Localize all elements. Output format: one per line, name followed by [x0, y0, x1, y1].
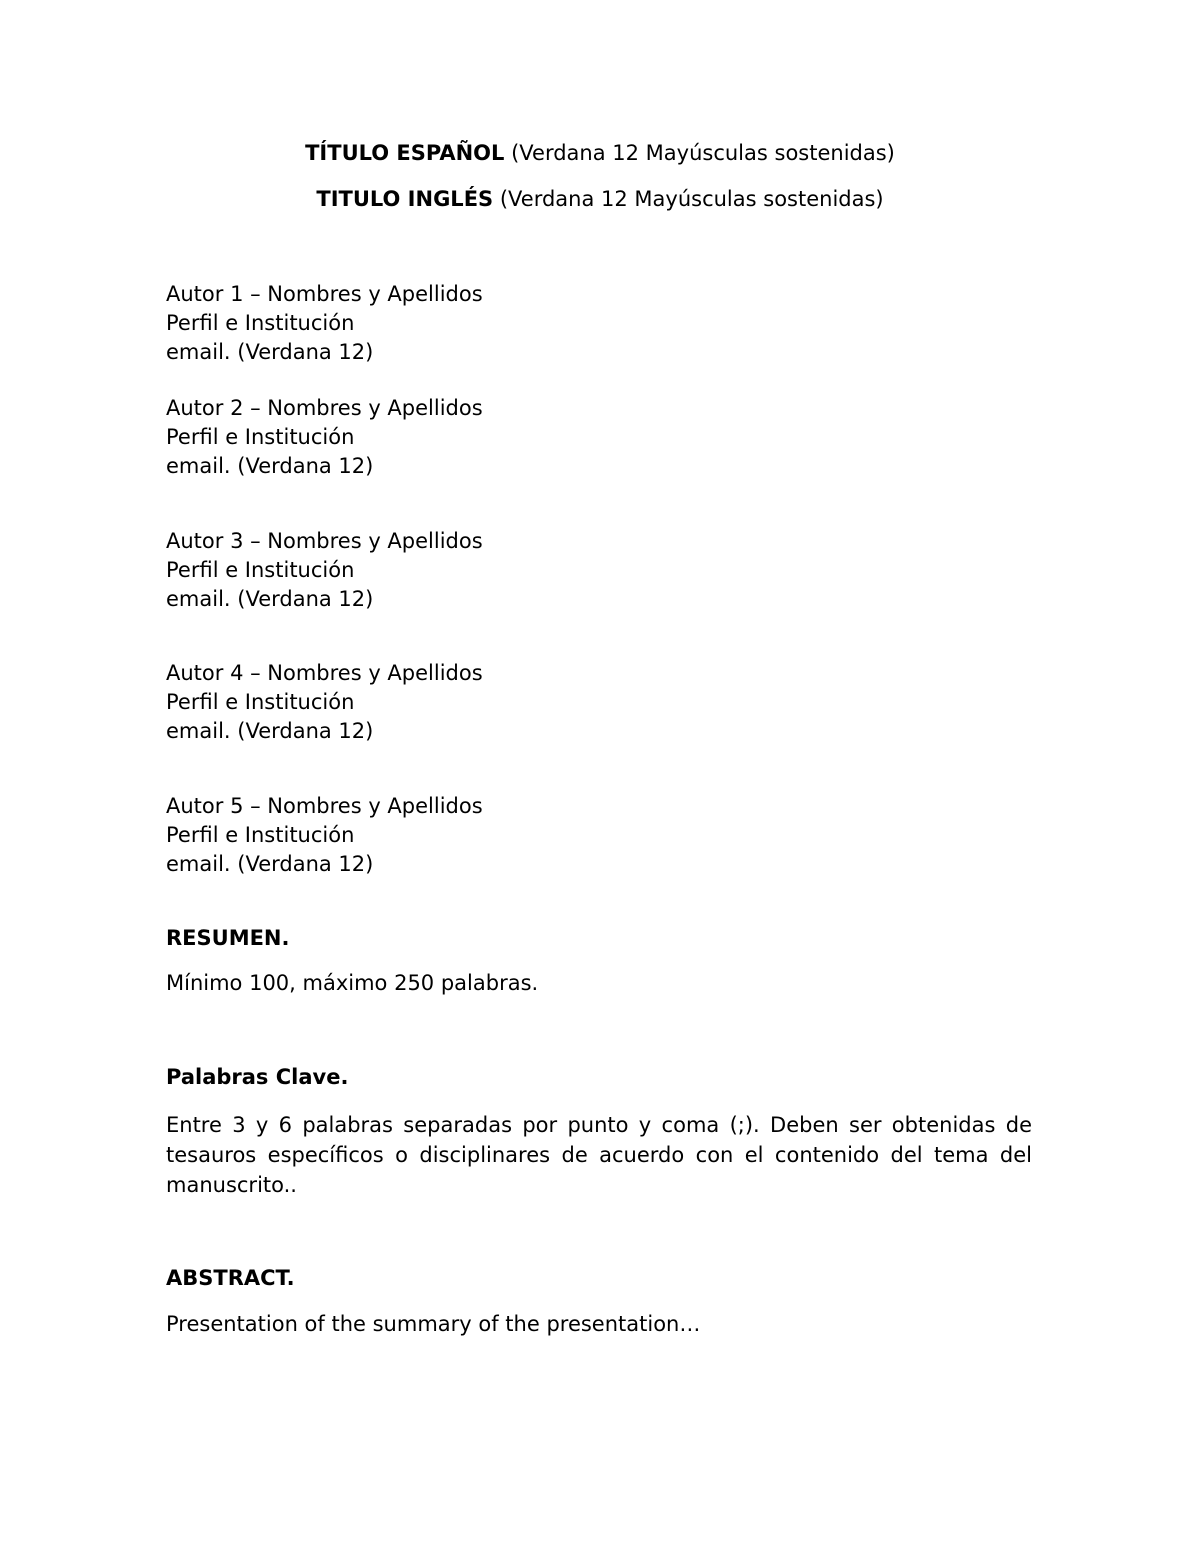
author-profile: Perfil e Institución: [166, 558, 355, 582]
author-4: [166, 659, 1036, 746]
author-profile: Perfil e Institución: [166, 311, 355, 335]
abstract-text: Presentation of the summary of the presentation…: [166, 1312, 701, 1336]
author-name: Autor 5 – Nombres y Apellidos: [166, 794, 483, 818]
author-email: email. (Verdana 12): [166, 340, 374, 364]
author-1: [166, 280, 1036, 367]
author-profile: Perfil e Institución: [166, 823, 355, 847]
author-name: Autor 4 – Nombres y Apellidos: [166, 661, 483, 685]
author-email: email. (Verdana 12): [166, 587, 374, 611]
author-3: [166, 527, 1036, 614]
resumen-text: Mínimo 100, máximo 250 palabras.: [166, 971, 539, 995]
author-name: Autor 2 – Nombres y Apellidos: [166, 396, 483, 420]
author-email: email. (Verdana 12): [166, 719, 374, 743]
author-name: Autor 1 – Nombres y Apellidos: [166, 282, 483, 306]
author-profile: Perfil e Institución: [166, 690, 355, 714]
spanish-title-main: TÍTULO ESPAÑOL: [305, 141, 505, 165]
author-2: [166, 394, 1036, 481]
english-title-main: TITULO INGLÉS: [316, 187, 494, 211]
keywords-heading: Palabras Clave.: [166, 1065, 349, 1089]
resumen-heading: RESUMEN.: [166, 926, 290, 950]
author-profile: Perfil e Institución: [166, 425, 355, 449]
english-title: [0, 187, 1200, 211]
author-5: [166, 792, 1036, 879]
keywords-text: Entre 3 y 6 palabras separadas por punto y coma (;). Deben ser obtenidas de tesauros específicos o disciplinares de acuerdo con el contenido del tema del manuscrito..: [166, 1113, 1032, 1197]
spanish-title: [0, 141, 1200, 165]
spanish-title-note: (Verdana 12 Mayúsculas sostenidas): [504, 141, 895, 165]
english-title-note: (Verdana 12 Mayúsculas sostenidas): [493, 187, 884, 211]
author-name: Autor 3 – Nombres y Apellidos: [166, 529, 483, 553]
author-email: email. (Verdana 12): [166, 454, 374, 478]
author-email: email. (Verdana 12): [166, 852, 374, 876]
abstract-heading: ABSTRACT.: [166, 1266, 295, 1290]
